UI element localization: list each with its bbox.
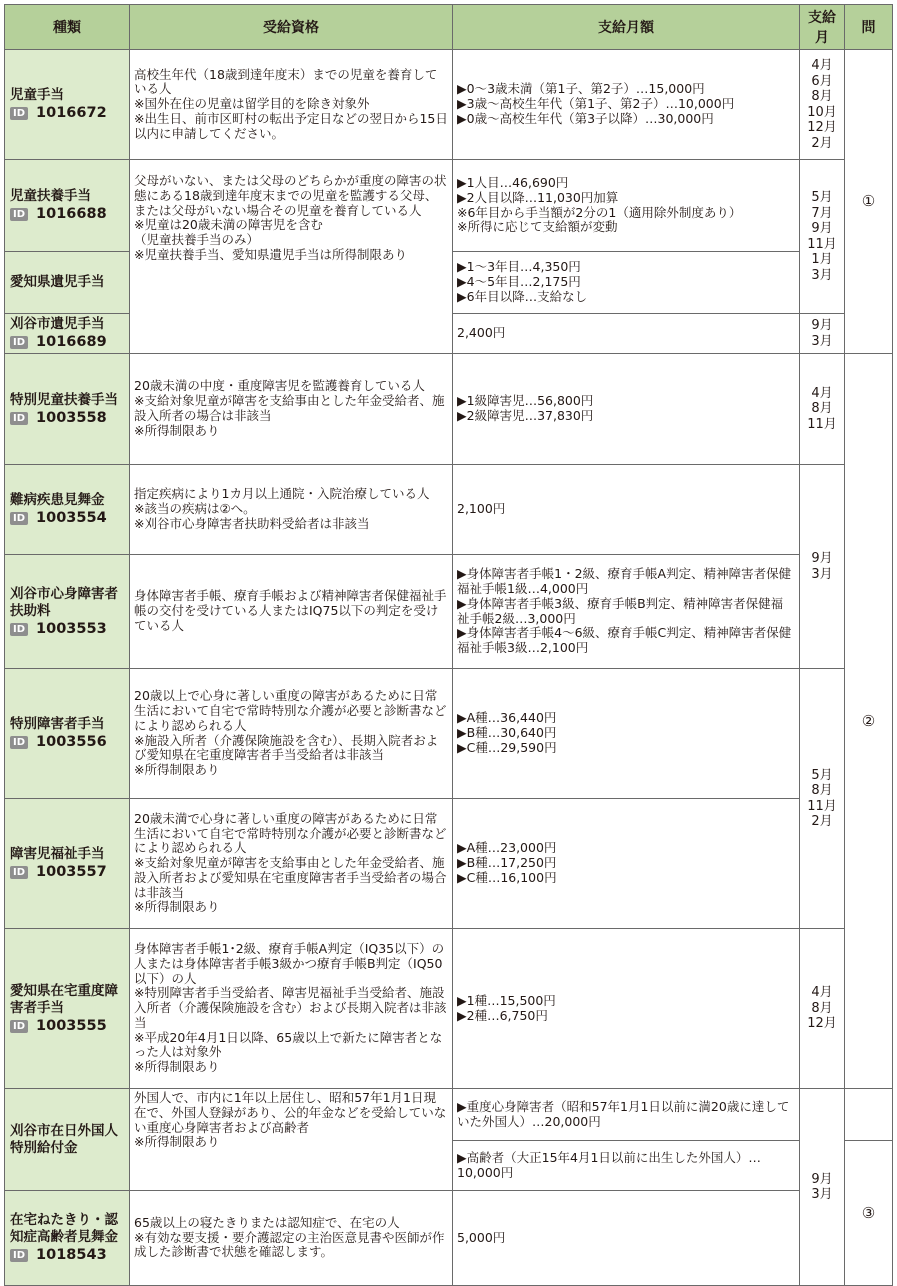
eligibility-cell: 高校生年代（18歳到達年度末）までの児童を養育している人 ※国外在住の児童は留学目的を除き対象外 ※出生日、前市区町村の転出予定日などの翌日から15日以内に申請してください。	[130, 50, 453, 160]
eligibility-text: 父母がいない、または父母のどちらかが重度の障害の状態にある18歳到達年度末までの児童を監護する父母、または父母がいない場合その児童を養育している人	[134, 173, 447, 218]
table-row	[5, 555, 893, 669]
table-row	[5, 669, 893, 799]
benefit-name-cell	[5, 555, 130, 669]
eligibility-cell	[130, 160, 453, 354]
benefit-name: 難病疾患見舞金	[10, 492, 105, 508]
eligibility-cell: 20歳未満の中度・重度障害児を監護養育している人 ※支給対象児童が障害を支給事由とした年金受給者、施設入所者の場合は非該当 ※所得制限あり	[130, 354, 453, 465]
header-amount: 支給月額	[453, 5, 800, 50]
question-cell: ①	[845, 50, 893, 354]
eligibility-cell: 指定疾病により1カ月以上通院・入院治療している人 ※該当の疾病は②へ。 ※刈谷市心身障害者扶助料受給者は非該当	[130, 465, 453, 555]
month-cell: 5月 8月 11月 2月	[800, 669, 845, 929]
id-number: 1003557	[36, 864, 107, 880]
amount-cell: ▶高齢者（大正15年4月1日以前に出生した外国人）…10,000円	[453, 1141, 800, 1191]
benefit-id	[10, 510, 125, 527]
benefit-id	[10, 334, 125, 351]
benefit-name: 在宅ねたきり・認知症高齢者見舞金	[10, 1212, 118, 1245]
month-cell: 5月 7月 9月 11月 1月 3月	[800, 160, 845, 314]
amount-cell: ▶重度心身障害者（昭和57年1月1日以前に満20歳に達していた外国人）…20,000円	[453, 1089, 800, 1141]
amount-cell: ▶A種…36,440円 ▶B種…30,640円 ▶C種…29,590円	[453, 669, 800, 799]
id-number: 1016672	[36, 105, 107, 121]
table-row	[5, 50, 893, 160]
id-badge: ID	[10, 512, 28, 525]
id-number: 1016689	[36, 334, 107, 350]
eligibility-cell: 65歳以上の寝たきりまたは認知症で、在宅の人 ※有効な要支援・要介護認定の主治医意見書や医師が作成した診断書で状態を確認します。	[130, 1191, 453, 1286]
benefit-name: 愛知県遺児手当	[10, 274, 105, 290]
table-row	[5, 1191, 893, 1286]
benefit-name-cell	[5, 50, 130, 160]
month-cell: 9月 3月	[800, 314, 845, 354]
benefit-name-cell	[5, 799, 130, 929]
benefit-name-cell	[5, 354, 130, 465]
benefits-table	[4, 4, 893, 1286]
question-cell: ②	[845, 354, 893, 1089]
benefit-id	[10, 105, 125, 122]
header-month: 支給月	[800, 5, 845, 50]
benefit-name: 刈谷市遺児手当	[10, 316, 105, 332]
month-cell: 9月 3月	[800, 1089, 845, 1286]
eligibility-cell: 身体障害者手帳、療育手帳および精神障害者保健福祉手帳の交付を受けている人またはIQ75以下の判定を受けている人	[130, 555, 453, 669]
id-number: 1003554	[36, 510, 107, 526]
benefit-name: 愛知県在宅重度障害者手当	[10, 982, 118, 1016]
benefit-name: 刈谷市在日外国人特別給付金	[10, 1122, 118, 1156]
benefit-id	[10, 1247, 125, 1264]
id-badge: ID	[10, 623, 28, 636]
id-badge: ID	[10, 336, 28, 349]
month-cell: 9月 3月	[800, 465, 845, 669]
benefit-name: 刈谷市心身障害者扶助料	[10, 585, 118, 619]
id-number: 1003556	[36, 734, 107, 750]
month-cell: 4月 8月 11月	[800, 354, 845, 465]
month-cell: 4月 8月 12月	[800, 929, 845, 1089]
amount-cell: 2,400円	[453, 314, 800, 354]
benefit-id	[10, 734, 125, 751]
benefit-id	[10, 1018, 125, 1035]
table-row	[5, 354, 893, 465]
benefit-name-cell	[5, 314, 130, 354]
benefit-name-cell	[5, 669, 130, 799]
header-question: 問	[845, 5, 893, 50]
id-number: 1018543	[36, 1247, 107, 1263]
eligibility-cell: 20歳以上で心身に著しい重度の障害があるために日常生活において自宅で常時特別な介護が必要と診断書などにより認められる人 ※施設入所者（介護保険施設を含む）、長期入院者および愛知県在宅重度障害者手当受給者は非該当 ※所得制限あり	[130, 669, 453, 799]
table-row	[5, 929, 893, 1089]
benefit-id	[10, 410, 125, 427]
id-badge: ID	[10, 412, 28, 425]
id-number: 1016688	[36, 206, 107, 222]
id-badge: ID	[10, 1249, 28, 1262]
amount-cell: ▶1人目…46,690円 ▶2人目以降…11,030円加算 ※6年目から手当額が2分の1（適用除外制度あり） ※所得に応じて支給額が変動	[453, 160, 800, 252]
table-row	[5, 160, 893, 252]
amount-cell: ▶1～3年目…4,350円 ▶4～5年目…2,175円 ▶6年目以降…支給なし	[453, 252, 800, 314]
eligibility-cell: 20歳未満で心身に著しい重度の障害があるために日常生活において自宅で常時特別な介護が必要と診断書などにより認められる人 ※支給対象児童が障害を支給事由とした年金受給者、施設入所者および愛知県在宅重度障害者手当受給者の場合は非該当 ※所得制限あり	[130, 799, 453, 929]
id-number: 1003553	[36, 620, 107, 637]
header-type: 種類	[5, 5, 130, 50]
benefit-name-cell	[5, 1089, 130, 1191]
month-cell: 4月 6月 8月 10月 12月 2月	[800, 50, 845, 160]
benefit-name: 児童手当	[10, 87, 64, 103]
id-number: 1003555	[36, 1017, 107, 1034]
amount-cell: 5,000円	[453, 1191, 800, 1286]
benefit-name-cell	[5, 929, 130, 1089]
id-badge: ID	[10, 208, 28, 221]
amount-cell: ▶身体障害者手帳1・2級、療育手帳A判定、精神障害者保健福祉手帳1級…4,000円 ▶身体障害者手帳3級、療育手帳B判定、精神障害者保健福祉手帳2級…3,000円 ▶身体障害者手帳4～6級、療育手帳C判定、精神障害者保健福祉手帳3級…2,100円	[453, 555, 800, 669]
id-badge: ID	[10, 736, 28, 749]
table-row	[5, 1089, 893, 1141]
header-eligibility: 受給資格	[130, 5, 453, 50]
eligibility-cell: 外国人で、市内に1年以上居住し、昭和57年1月1日現在で、外国人登録があり、公的年金などを受給していない重度心身障害者および高齢者 ※所得制限あり	[130, 1089, 453, 1191]
benefit-name: 児童扶養手当	[10, 188, 91, 204]
question-cell-empty	[845, 1089, 893, 1141]
id-number: 1003558	[36, 409, 107, 426]
table-row	[5, 799, 893, 929]
id-badge: ID	[10, 866, 28, 879]
amount-cell: ▶1種…15,500円 ▶2種…6,750円	[453, 929, 800, 1089]
eligibility-note: ※児童は20歳未満の障害児を含む （児童扶養手当のみ） ※児童扶養手当、愛知県遺児手当は所得制限あり	[134, 217, 407, 262]
benefit-name-cell	[5, 160, 130, 252]
benefit-name-cell	[5, 465, 130, 555]
benefit-name: 特別障害者手当	[10, 716, 105, 732]
amount-cell: ▶A種…23,000円 ▶B種…17,250円 ▶C種…16,100円	[453, 799, 800, 929]
header-row	[5, 5, 893, 50]
amount-cell: ▶1級障害児…56,800円 ▶2級障害児…37,830円	[453, 354, 800, 465]
benefit-id	[10, 206, 125, 223]
benefit-id	[10, 864, 125, 881]
benefit-id	[10, 621, 125, 638]
id-badge: ID	[10, 107, 28, 120]
table-row	[5, 465, 893, 555]
amount-cell: 2,100円	[453, 465, 800, 555]
benefit-name-cell	[5, 252, 130, 314]
benefit-name-cell	[5, 1191, 130, 1286]
amount-cell: ▶0～3歳未満（第1子、第2子）…15,000円 ▶3歳～高校生年代（第1子、第2子）…10,000円 ▶0歳～高校生年代（第3子以降）…30,000円	[453, 50, 800, 160]
id-badge: ID	[10, 1020, 28, 1033]
question-cell: ③	[845, 1141, 893, 1286]
benefit-name: 特別児童扶養手当	[10, 391, 118, 408]
eligibility-cell: 身体障害者手帳1･2級、療育手帳A判定（IQ35以下）の人または身体障害者手帳3級かつ療育手帳B判定（IQ50以下）の人 ※特別障害者手当受給者、障害児福祉手当受給者、施設入所者（介護保険施設を含む）および長期入院者は非該当 ※平成20年4月1日以降、65歳以上で新たに障害者となった人は対象外 ※所得制限あり	[130, 929, 453, 1089]
benefit-name: 障害児福祉手当	[10, 846, 105, 862]
